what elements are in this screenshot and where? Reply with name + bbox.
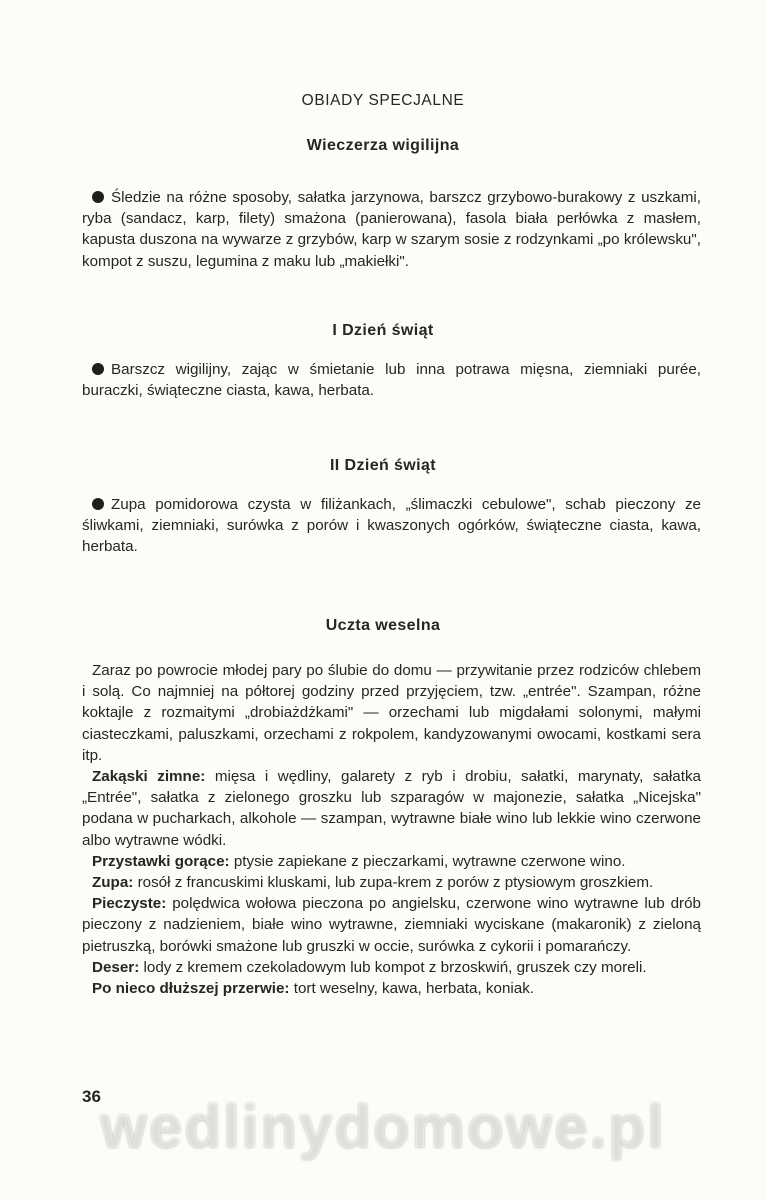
menu-text: Barszcz wigilijny, zając w śmietanie lub inna potrawa mięsna, ziemniaki purée, buraczki, świąteczne ciasta, kawa, herbata. (82, 361, 701, 400)
course-text: lody z kremem czekoladowym lub kompot z brzoskwiń, gruszek czy moreli. (143, 958, 647, 976)
course-hot-starters (82, 851, 701, 872)
course-name: Deser: (92, 958, 140, 976)
running-head: OBIADY SPECJALNE (301, 92, 465, 109)
course-after-break (82, 978, 701, 999)
wedding-menu (82, 660, 701, 999)
course-name: Pieczyste: (92, 895, 167, 913)
course-cold-starters (82, 766, 701, 851)
wedding-intro: Zaraz po powrocie młodej pary po ślubie do domu — przywitanie przez rodziców chlebem i solą. Co najmniej na półtorej godziny przed przyjęciem, tzw. „entrée". Szampan, różne koktajle z rozmaitymi „drobiażdżkami" — orzechami lub migdałami solonymi, małymi ciasteczkami, paluszkami, orzechami z rokpolem, kandyzowanymi owocami, kostkami sera itp. (82, 662, 701, 764)
menu-paragraph-first-day (82, 359, 701, 401)
course-name: Przystawki gorące: (92, 852, 230, 870)
bullet-icon (92, 498, 104, 510)
menu-text: Zupa pomidorowa czysta w filiżankach, „ślimaczki cebulowe", schab pieczony ze śliwkami, ziemniaki, surówka z porów i kwaszonych ogórków, świąteczne ciasta, kawa, herbata. (82, 496, 701, 556)
course-text: ptysie zapiekane z pieczarkami, wytrawne czerwone wino. (233, 852, 626, 870)
course-name: Zupa: (92, 874, 134, 892)
menu-text: Śledzie na różne sposoby, sałatka jarzynowa, barszcz grzybowo-burakowy z uszkami, ryba (sandacz, karp, filety) smażona (panierowana), fasola biała perłówka z masłem, kapusta duszona na wywarze z grzybów, karp w szarym sosie z rodzynkami „po królewsku", kompot z suszu, legumina z maku lub „makiełki". (82, 189, 701, 270)
course-text: mięsa i wędliny, galarety z ryb i drobiu, sałatki, marynaty, sałatka „Entrée", sałatka z zielonego groszku lub szparagów w majonezie, sałatka „Nicejska" podana w pucharkach, alkohole — szampan, wytrawne białe wino lub lekkie wino czerwone albo wytrawne wódki. (82, 768, 701, 849)
course-soup (82, 872, 701, 893)
menu-paragraph-christmas-eve (82, 187, 701, 272)
bullet-icon (92, 191, 104, 203)
section-title-wedding: Uczta weselna (325, 617, 441, 634)
page-number: 36 (82, 1087, 101, 1106)
course-name: Po nieco dłuższej przerwie: (92, 980, 290, 998)
menu-paragraph-second-day (82, 494, 701, 558)
course-text: polędwica wołowa pieczona po angielsku, czerwone wino wytrawne lub drób pieczony z nadzieniem, białe wino wytrawne, ziemniaki wyciskane (makaronik) z zieloną pietruszką, borówki smażone lub gruszki w occie, surówka z cykorii i pomarańczy. (82, 895, 701, 955)
section-title-second-day: II Dzień świąt (329, 457, 437, 474)
course-dessert (82, 957, 701, 978)
watermark: wedlinydomowe.pl (100, 1093, 666, 1160)
course-text: rosół z francuskimi kluskami, lub zupa-krem z porów z ptysiowym groszkiem. (137, 874, 654, 892)
course-text: tort weselny, kawa, herbata, koniak. (293, 980, 535, 998)
section-title-first-day: I Dzień świąt (332, 322, 434, 339)
section-title-christmas-eve: Wieczerza wigilijna (306, 137, 460, 154)
course-name: Zakąski zimne: (92, 768, 206, 786)
course-roast (82, 893, 701, 957)
bullet-icon (92, 363, 104, 375)
